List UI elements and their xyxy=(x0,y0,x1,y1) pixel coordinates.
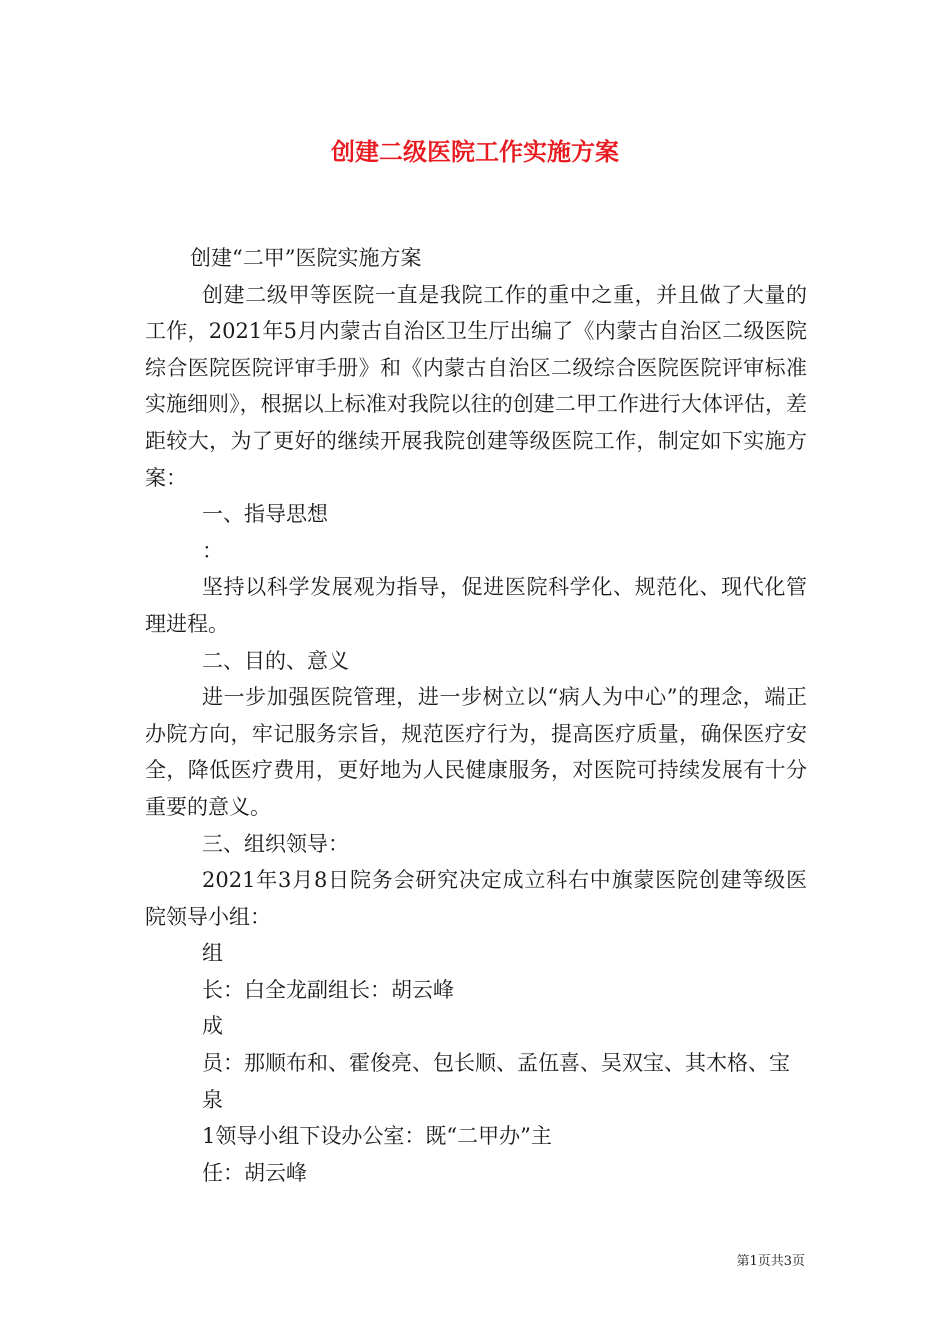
paragraph-members-prefix: 成 xyxy=(202,1014,223,1039)
heading-purpose: 二、目的、意义 xyxy=(202,648,349,673)
document-title: 创建二级医院工作实施方案 xyxy=(331,137,619,166)
heading-organization: 三、组织领导： xyxy=(202,831,349,856)
document-body xyxy=(145,240,807,1191)
paragraph-purpose: 进一步加强医院管理，进一步树立以“病人为中心”的理念，端正办院方向，牢记服务宗旨，规范医疗行为，提高医疗质量，确保医疗安全，降低医疗费用，更好地为人民健康服务，对医院可持续发展有十分重要的意义。 xyxy=(145,685,807,819)
paragraph-office: 1领导小组下设办公室：既“二甲办”主 xyxy=(202,1124,552,1149)
paragraph-members-end: 泉 xyxy=(202,1087,223,1112)
paragraph-colon: ： xyxy=(202,538,223,563)
document-subtitle: 创建“二甲”医院实施方案 xyxy=(190,246,422,270)
paragraph-group-leader-prefix: 组 xyxy=(202,941,223,966)
heading-guiding-thought: 一、指导思想 xyxy=(202,502,328,527)
paragraph-guiding-thought: 坚持以科学发展观为指导，促进医院科学化、规范化、现代化管理进程。 xyxy=(145,575,807,636)
paragraph-organization: 2021年3月8日院务会研究决定成立科右中旗蒙医院创建等级医院领导小组： xyxy=(145,868,807,929)
page-number: 第1页共3页 xyxy=(736,1254,805,1269)
paragraph-members: 员：那顺布和、霍俊亮、包长顺、孟伍喜、吴双宝、其木格、宝 xyxy=(202,1051,790,1076)
paragraph-intro: 创建二级甲等医院一直是我院工作的重中之重，并且做了大量的工作，2021年5月内蒙古自治区卫生厅出编了《内蒙古自治区二级医院综合医院医院评审手册》和《内蒙古自治区二级综合医院医院评审标准实施细则》，根据以上标准对我院以往的创建二甲工作进行大体评估，差距较大，为了更好的继续开展我院创建等级医院工作，制定如下实施方案： xyxy=(145,282,807,490)
paragraph-group-leader: 长：白全龙副组长：胡云峰 xyxy=(202,977,454,1002)
paragraph-office-director: 任：胡云峰 xyxy=(202,1160,307,1185)
